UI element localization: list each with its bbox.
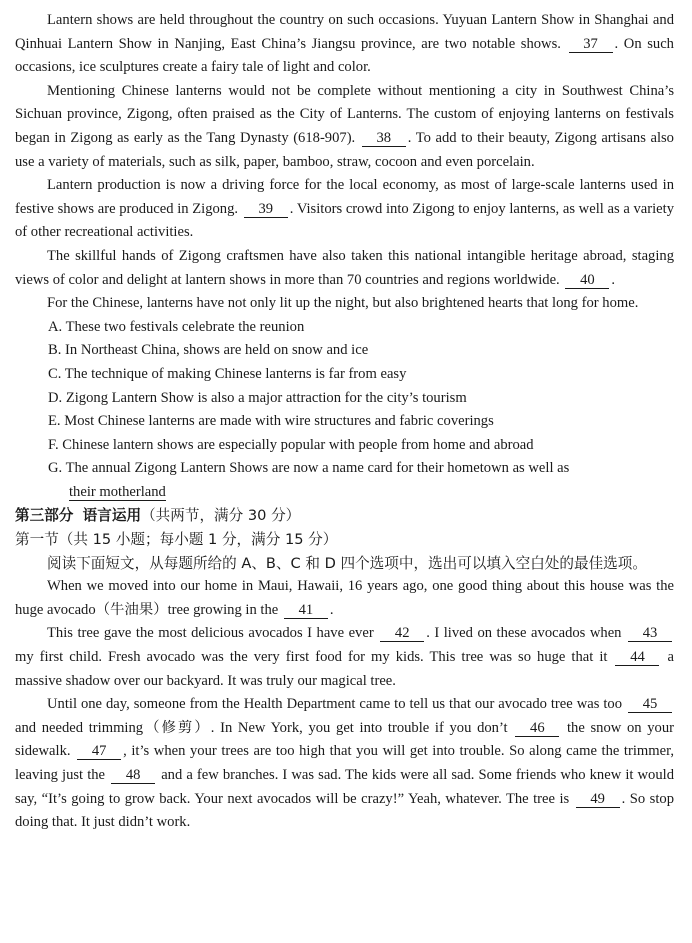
cloze-paragraph-3: [15, 693, 674, 835]
blank-38[interactable]: 38: [362, 130, 406, 147]
paragraph-text: and a few branches. I was sad. The kids were all sad. Some friends who knew it would say, “It’s going to grow back. Your next avocados will be crazy!” Yeah, whatever. The tree is: [15, 767, 674, 807]
blank-40[interactable]: 40: [565, 272, 609, 289]
blank-37[interactable]: 37: [569, 36, 613, 53]
paragraph-text: This tree gave the most delicious avocados I have ever: [47, 625, 374, 642]
passage-paragraph-3: [15, 174, 674, 245]
passage-paragraph-4: [15, 245, 674, 292]
chinese-gloss: （牛油果）: [95, 601, 168, 618]
part-title: 第三部分: [15, 507, 74, 525]
paragraph-text: The skillful hands of Zigong craftsmen have also taken this national intangible heritage abroad, staging views of color and delight at lantern shows in more than 70 countries and regions worldwide.: [15, 247, 674, 288]
paragraph-text: Until one day, someone from the Health Department came to tell us that our avocado tree was too: [47, 696, 623, 713]
passage-paragraph-5: For the Chinese, lanterns have not only lit up the night, but also brightened hearts that long for home.: [47, 295, 639, 312]
blank-47[interactable]: 47: [77, 743, 121, 760]
instruction-text: 阅读下面短文，从每题所给的 A、B、C 和 D 四个选项中，选出可以填入空白处的最佳选项。: [47, 554, 647, 572]
cloze-paragraph-1: [15, 575, 674, 622]
paragraph-text: tree growing in the: [167, 601, 279, 618]
option-g-continued: [15, 481, 674, 505]
paragraph-text: a massive shadow over our backyard. It was truly our magical tree.: [15, 649, 674, 689]
passage-paragraph-2: [15, 80, 674, 174]
option-d: D. Zigong Lantern Show is also a major attraction for the city’s tourism: [48, 389, 467, 406]
blank-42[interactable]: 42: [380, 625, 424, 642]
option-c: C. The technique of making Chinese lanterns is far from easy: [48, 365, 407, 382]
paragraph-text: Mentioning Chinese lanterns would not be complete without mentioning a city in Southwest China’s Sichuan province, Zigong, often praised as the City of Lanterns. The custom of enjoying lanterns on festivals began in Zigong as early as the Tang Dynasty (618-907).: [15, 82, 674, 146]
paragraph-text: . So stop doing that. It just didn’t work.: [15, 790, 675, 831]
blank-48[interactable]: 48: [111, 767, 155, 784]
paragraph-text: .: [329, 601, 334, 618]
blank-46[interactable]: 46: [515, 720, 559, 737]
option-g-tail: their motherland: [69, 483, 166, 500]
paragraph-text: When we moved into our home in Maui, Hawaii, 16 years ago, one good thing about this house was the huge avocado: [15, 578, 674, 618]
option-f: F. Chinese lantern shows are especially popular with people from home and abroad: [48, 436, 534, 453]
paragraph-text: my first child. Fresh avocado was the very first food for my kids. This tree was so huge that it: [15, 649, 608, 666]
paragraph-text: . Visitors crowd into Zigong to enjoy lanterns, as well as a variety of other recreational activities.: [15, 200, 674, 241]
part-note: （共两节，满分 30 分）: [141, 507, 301, 525]
part-three-heading: [15, 504, 674, 528]
option-g: G. The annual Zigong Lantern Shows are now a name card for their hometown as well as: [48, 460, 570, 477]
paragraph-text: .: [611, 271, 616, 288]
paragraph-text: the snow on your sidewalk.: [15, 719, 675, 760]
blank-45[interactable]: 45: [628, 696, 672, 713]
option-b: B. In Northeast China, shows are held on snow and ice: [48, 342, 369, 359]
option-e: E. Most Chinese lanterns are made with wire structures and fabric coverings: [48, 413, 494, 430]
paragraph-text: . I lived on these avocados when: [426, 625, 622, 642]
paragraph-text: . On such occasions, ice sculptures create a fairy tale of light and color.: [15, 35, 674, 76]
paragraph-text: Lantern production is now a driving force for the local economy, as most of large-scale lanterns used in festive shows are produced in Zigong.: [15, 177, 674, 217]
blank-43[interactable]: 43: [628, 625, 672, 642]
paragraph-text: and needed trimming: [15, 719, 144, 736]
paragraph-text: . To add to their beauty, Zigong artisans also use a variety of materials, such as silk, paper, bamboo, straw, cocoon and even porcelain.: [15, 129, 674, 170]
section-one-heading: 第一节（共 15 小题；每小题 1 分，满分 15 分）: [15, 531, 338, 549]
blank-41[interactable]: 41: [284, 602, 328, 619]
paragraph-text: , it’s when your trees are too high that you will get into trouble. So along came the trimmer, leaving just the: [15, 743, 674, 783]
part-name: 语言运用: [82, 507, 142, 525]
blank-49[interactable]: 49: [576, 791, 620, 808]
option-a: A. These two festivals celebrate the reunion: [48, 318, 305, 335]
chinese-gloss: （修剪）: [143, 719, 211, 736]
paragraph-text: . In New York, you get into trouble if you don’t: [210, 719, 508, 736]
blank-39[interactable]: 39: [244, 201, 288, 218]
cloze-paragraph-2: [15, 622, 674, 693]
passage-paragraph-1: [15, 9, 674, 80]
blank-44[interactable]: 44: [615, 649, 659, 666]
paragraph-text: Lantern shows are held throughout the country on such occasions. Yuyuan Lantern Show in Shanghai and Qinhuai Lantern Show in Nanjing, East China’s Jiangsu province, are two notable shows.: [15, 12, 674, 52]
